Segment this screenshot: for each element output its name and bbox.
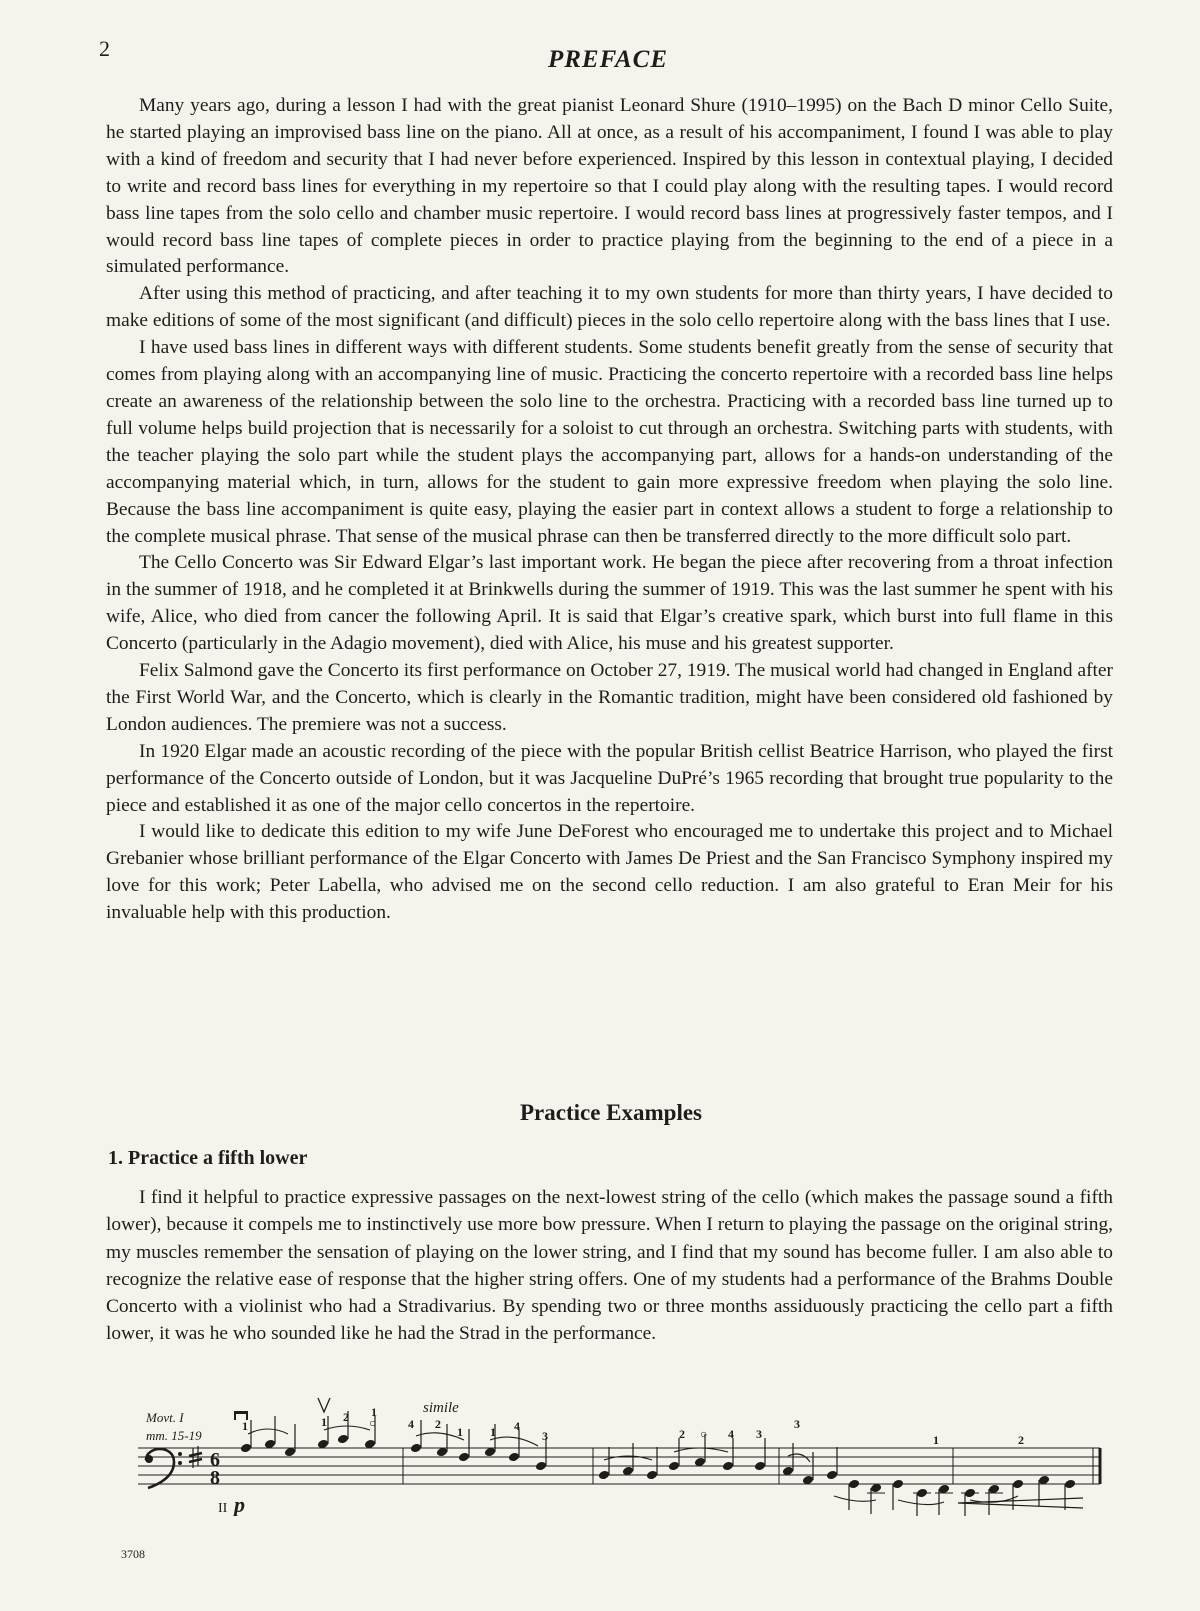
page-title: PREFACE [547, 46, 669, 73]
fingering: ○ [369, 1416, 377, 1430]
fingering: 1 [371, 1405, 377, 1419]
dynamic-marking: p [234, 1492, 245, 1516]
note [508, 1429, 520, 1462]
bass-clef-icon [145, 1449, 182, 1488]
fingering: 3 [794, 1417, 800, 1431]
practice-subheading: 1. Practice a fifth lower [108, 1147, 308, 1169]
note [1038, 1475, 1050, 1506]
fingering: 2 [1018, 1433, 1024, 1447]
preface-body [106, 93, 1113, 927]
note [646, 1447, 658, 1480]
fingering: 1 [933, 1433, 939, 1447]
time-signature-top: 6 [210, 1449, 220, 1471]
note [668, 1438, 680, 1471]
slur [898, 1500, 944, 1505]
page-number: 2 [99, 36, 110, 61]
movement-label: Movt. I [146, 1410, 184, 1425]
measures-label: mm. 15-19 [146, 1428, 202, 1443]
fingering: 3 [542, 1429, 548, 1443]
fingering: 2 [435, 1417, 441, 1431]
fingering: 1 [490, 1425, 496, 1439]
note [867, 1483, 885, 1514]
fingering: 4 [514, 1419, 520, 1433]
string-marking: II [218, 1501, 228, 1516]
slur [490, 1437, 538, 1446]
slur [324, 1426, 370, 1430]
slur [248, 1429, 288, 1434]
note [892, 1479, 904, 1510]
fingering: 4 [728, 1427, 734, 1441]
note [935, 1484, 953, 1515]
crescendo-hairpin [958, 1498, 1083, 1508]
practice-body [106, 1184, 1113, 1348]
slur [674, 1448, 728, 1452]
practice-paragraph: I find it helpful to practice expressive passages on the next-lowest string of the cello (which makes the passage sound a fifth lower), because it compels me to instinctively use more bow pressure. When I return to playing the passage on the original string, my muscles remember the sensation of playing on the lower string, and I find that my sound has become fuller. I am also able to recognize the relative ease of response that the higher string offers. One of my students had a performance of the Brahms Double Concerto with a violinist who had a Stradivarius. By spending two or three months assiduously practicing the cello part a fifth lower, it was he who sounded like he had the Strad in the performance. [106, 1187, 1113, 1345]
fingering: 4 [408, 1417, 414, 1431]
note [985, 1484, 1003, 1515]
fingering: 3 [756, 1427, 762, 1441]
preface-paragraph: In 1920 Elgar made an acoustic recording of the piece with the popular British cellist Beatrice Harrison, who played the first performance of the Concerto outside of London, but it was Jacqueline DuPré’s 1965 recording that brought true popularity to the piece and established it as one of the major cello concertos in the repertoire. [106, 740, 1113, 816]
fingering: 1 [242, 1419, 248, 1433]
preface-paragraph: I have used bass lines in different ways with different students. Some students benefit greatly from the sense of security that comes from playing along with an accompanying line of music. Practicing the concerto repertoire with a recorded bass line helps create an awareness of the relationship between the solo line to the orchestra. Practicing with a recorded bass line turned up to full volume helps build projection that is necessarily for a soloist to cut through an orchestra. Switching parts with students, with the teacher playing the solo part while the student plays the accompanying part, allows for a hands-on understanding of the accompanying material which, in turn, allows for the student to gain more expressive freedom when playing the solo line. Because the bass line accompaniment is quite easy, playing the easier part in context allows a student to forge a relationship to the complete musical phrase. That sense of the musical phrase can then be transferred directly to the more difficult solo part. [106, 337, 1113, 547]
preface-paragraph: I would like to dedicate this edition to my wife June DeForest who encouraged me to undertake this project and to Michael Grebanier whose brilliant performance of the Elgar Concerto with James De Priest and the San Francisco Symphony inspired my love for this work; Peter Labella, who advised me on the second cello reduction. I am also grateful to Eran Meir for his invaluable help with this production. [106, 821, 1113, 924]
practice-examples-heading: Practice Examples [519, 1100, 703, 1125]
note [1064, 1479, 1076, 1510]
note [722, 1438, 734, 1471]
slur [788, 1454, 810, 1462]
slur [834, 1496, 876, 1501]
note [284, 1424, 296, 1457]
note [598, 1447, 610, 1480]
note [826, 1447, 838, 1480]
fingering: ○ [700, 1427, 708, 1441]
notes-layer [240, 1411, 1076, 1516]
note [913, 1488, 931, 1516]
note [754, 1438, 766, 1471]
up-bow-icon [318, 1398, 330, 1412]
music-example [138, 1396, 1108, 1516]
preface-paragraph: Felix Salmond gave the Concerto its first performance on October 27, 1919. The musical world had changed in England after the First World War, and the Concerto, which is clearly in the Romantic tradition, might have been considered old fashioned by London audiences. The premiere was not a success. [106, 660, 1113, 735]
fingering: 2 [679, 1427, 685, 1441]
staff-lines [138, 1448, 1100, 1484]
fingering: 2 [343, 1410, 349, 1424]
footer-catalog-code: 3708 [121, 1547, 145, 1561]
note [264, 1416, 276, 1449]
expression-marking: simile [423, 1400, 459, 1416]
preface-paragraph: The Cello Concerto was Sir Edward Elgar’s last important work. He began the piece after recovering from a throat infection in the summer of 1918, and he completed it at Brinkwells during the summer of 1919. This was the last summer he spent with his wife, Alice, who died from cancer the following April. It is said that Elgar’s creative spark, which burst into full flame in this Concerto (particularly in the Adagio movement), died with Alice, his muse and his greatest supporter. [106, 552, 1113, 655]
fingering: 1 [321, 1415, 327, 1429]
fingering: 1 [457, 1425, 463, 1439]
time-signature-bottom: 8 [210, 1467, 220, 1489]
preface-paragraph: Many years ago, during a lesson I had with the great pianist Leonard Shure (1910–1995) on the Bach D minor Cello Suite, he started playing an improvised bass line on the piano. All at once, as a result of his accompaniment, I found I was able to play with a kind of freedom and security that I had never before experienced. Inspired by this lesson in contextual playing, I decided to write and record bass lines for everything in my repertoire so that I could play along with the resulting tapes. I would record bass line tapes from the solo cello and chamber music repertoire. I would record bass lines at progressively faster tempos, and I would record bass line tapes of complete pieces in order to practice playing from the beginning to the end of a piece in a simulated performance. [106, 95, 1113, 278]
note [535, 1438, 547, 1471]
preface-paragraph: After using this method of practicing, and after teaching it to my own students for more than thirty years, I have decided to make editions of some of the most significant (and difficult) pieces in the solo cello repertoire along with the bass lines that I use. [106, 283, 1113, 332]
note [848, 1479, 860, 1510]
